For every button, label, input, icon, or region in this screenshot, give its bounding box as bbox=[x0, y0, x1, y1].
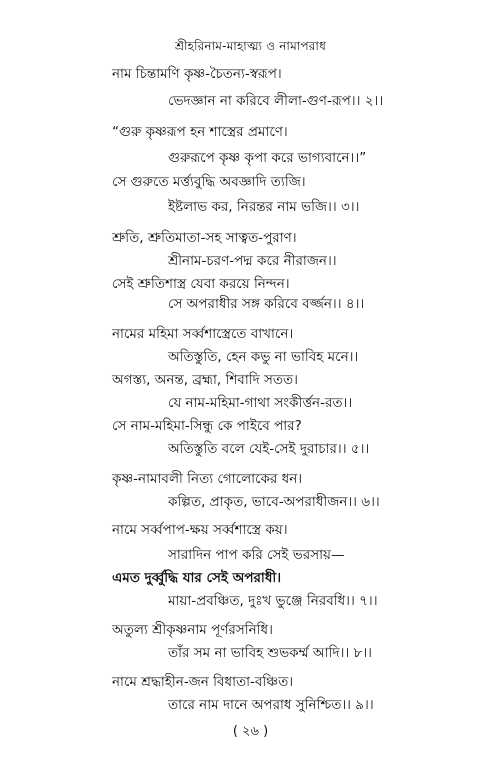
verse-line: ইষ্টলাভ কর, নিরন্তর নাম ভজি।। ৩।। bbox=[168, 199, 360, 215]
running-header: শ্রীহরিনাম-মাহাত্ম্য ও নামাপরাধ bbox=[174, 39, 327, 53]
verse-line: নামের মহিমা সর্ব্বশাস্ত্রেতে বাখানে। bbox=[112, 326, 294, 342]
verse-line: তাঁর সম না ভাবিহ শুভকর্ম্ম আদি।। ৮।। bbox=[168, 645, 372, 661]
verse-line: “গুরু কৃষ্ণরূপ হন শাস্ত্রের প্রমাণে। bbox=[112, 124, 288, 140]
verse-line: নামে সর্ব্বপাপ-ক্ষয় সর্ব্বশাস্ত্রে কয়। bbox=[112, 522, 288, 538]
verse-line: সে অপরাধীর সঙ্গ করিবে বর্জ্জন।। ৪।। bbox=[168, 296, 365, 312]
verse-line: সেই শ্রুতিশাস্ত্র যেবা করয়ে নিন্দন। bbox=[112, 276, 290, 292]
verse-line: কল্পিত, প্রাকৃত, ভাবে-অপরাধীজন।। ৬।। bbox=[168, 494, 380, 510]
verse-line: যে নাম-মহিমা-গাথা সংকীর্ত্তন-রত।। bbox=[168, 395, 353, 411]
verse-line: অতুল্য শ্রীকৃষ্ণনাম পূর্ণরসনিধি। bbox=[112, 622, 273, 638]
verse-line: সারাদিন পাপ করি সেই ভরসায়— bbox=[168, 547, 345, 563]
verse-line: তারে নাম দানে অপরাধ সুনিশ্চিত।। ৯।। bbox=[168, 697, 374, 713]
verse-line: মায়া-প্রবঞ্চিত, দুঃখ ভুঞ্জে নিরবধি।। ৭।। bbox=[168, 593, 378, 609]
verse-line: অগস্ত্য, অনন্ত, ব্রহ্মা, শিবাদি সতত। bbox=[112, 372, 298, 388]
verse-line: এমত দুর্ব্বুদ্ধি যার সেই অপরাধী। bbox=[112, 570, 282, 586]
verse-line: নাম চিন্তামণি কৃষ্ণ-চৈতন্য-স্বরূপ। bbox=[112, 66, 282, 82]
verse-line: শ্রুতি, শ্রুতিমাতা-সহ সাত্বত-পুরাণ। bbox=[112, 230, 297, 246]
verse-line: কৃষ্ণ-নামাবলী নিত্য গোলোকের ধন। bbox=[112, 471, 303, 487]
verse-line: সে গুরুতে মর্ত্ত্যবুদ্ধি অবজ্ঞাদি ত্যজি। bbox=[112, 174, 306, 190]
verse-line: অতিস্তুতি, হেন কভু না ভাবিহ মনে।। bbox=[168, 349, 359, 365]
verse-line: গুরুরূপে কৃষ্ণ কৃপা করে ভাগ্যবানে।।” bbox=[168, 150, 367, 166]
verse-line: সে নাম-মহিমা-সিন্ধু কে পাইবে পার? bbox=[112, 418, 302, 434]
page-number: ( ২৬ ) bbox=[232, 724, 269, 739]
verse-line: নামে শ্রদ্ধাহীন-জন বিধাতা-বঞ্চিত। bbox=[112, 674, 294, 690]
verse-line: অতিস্তুতি বলে যেই-সেই দুরাচার।। ৫।। bbox=[168, 441, 370, 457]
verse-line: শ্রীনাম-চরণ-পদ্ম করে নীরাজন।। bbox=[168, 253, 337, 269]
verse-line: ভেদজ্ঞান না করিবে লীলা-গুণ-রূপ।। ২।। bbox=[168, 93, 384, 109]
